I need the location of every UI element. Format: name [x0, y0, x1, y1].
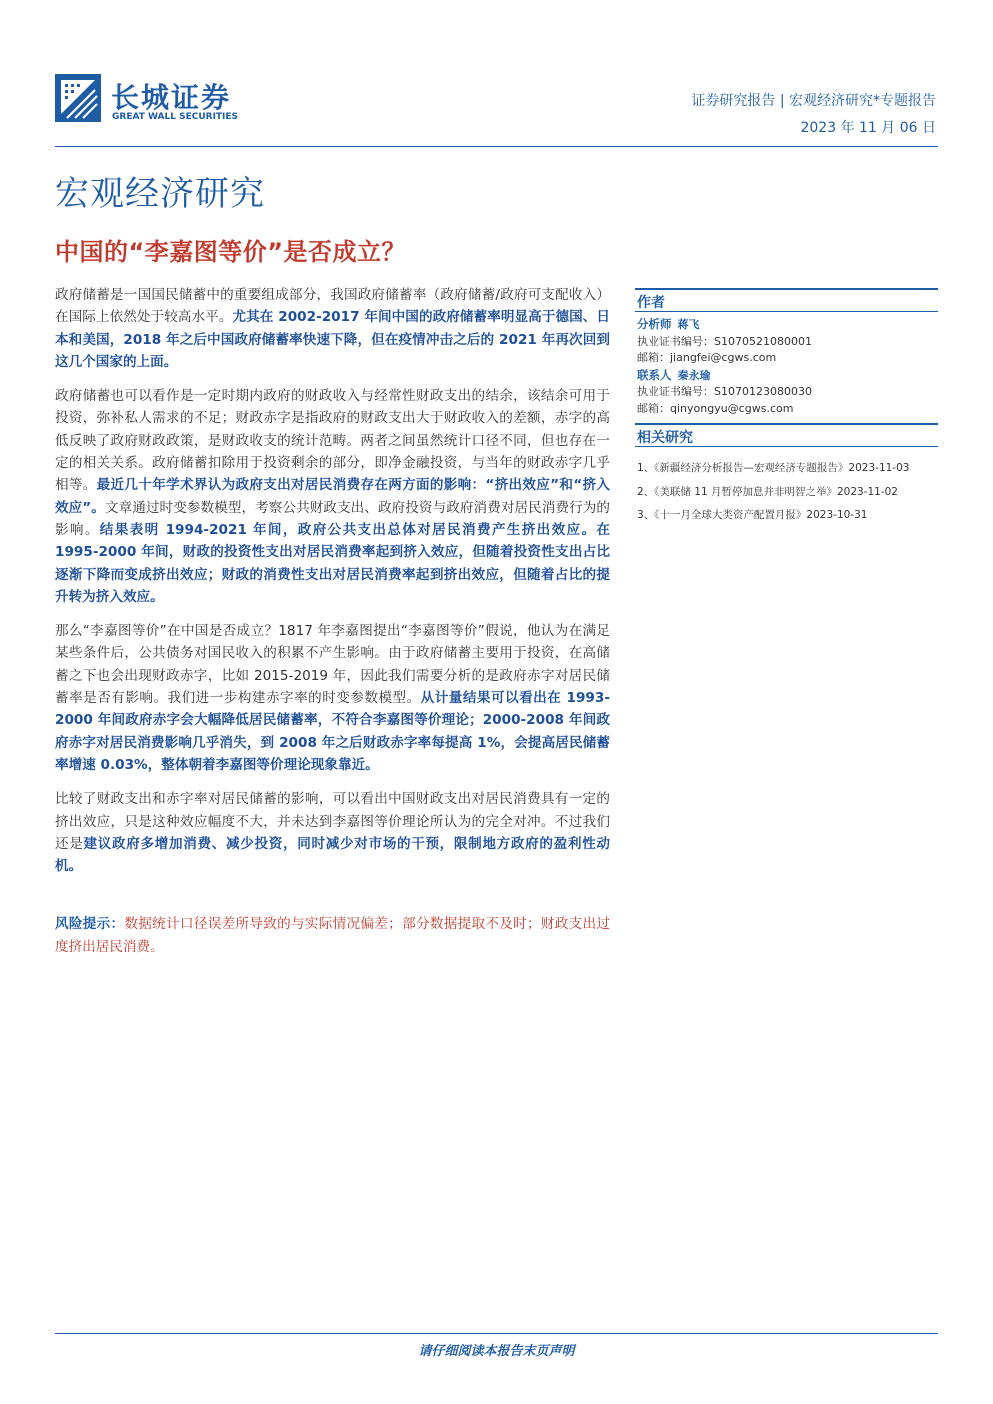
analyst-cert: 执业证书编号：S1070521080001 [637, 334, 812, 348]
great-wall-logo-icon [55, 74, 101, 122]
header-divider [55, 146, 938, 147]
related-research-item[interactable]: 3、《十一月全球大类资产配置月报》2023-10-31 [637, 509, 868, 521]
brand-name-cn: 长城证券 [111, 81, 232, 114]
risk-label: 风险提示： [55, 916, 125, 933]
report-header-info [691, 90, 936, 137]
paragraph-highlight: 最近几十年学术界认为政府支出对居民消费存在两方面的影响：“挤出效应”和“挤入效应”。 [55, 477, 610, 516]
related-research-item[interactable]: 2、《美联储 11 月暂停加息并非明智之举》2023-11-02 [637, 485, 898, 498]
risk-warning [55, 913, 610, 958]
authors-list [635, 312, 938, 423]
footer-divider [55, 1333, 938, 1334]
report-summary [55, 284, 610, 970]
risk-text: 数据统计口径误差所导致的与实际情况偏差；部分数据提取不及时；财政支出过度挤出居民消费。 [55, 916, 611, 955]
paragraph-text: 政府储蓄也可以看作是一定时期内政府的财政收入与经常性财政支出的结余，该结余可用于投资，弥补私人需求的不足；财政赤字是指政府的财政支出大于财政收入的差额，赤字的高低反映了政府财政政策，是财政收支的统计范畴。两者之间虽然统计口径不同，但也存在一定的相关关系。政府储蓄扣除用于投资剩余的部分，即净金融投资，与当年的财政赤字几乎相等。 [55, 388, 610, 494]
contact-email[interactable]: 邮箱：qinyongyu@cgws.com [637, 401, 794, 415]
analyst-name: 蒋飞 [677, 318, 700, 331]
company-logo [55, 72, 315, 132]
paragraph-4 [55, 788, 610, 877]
paragraph-1 [55, 284, 610, 373]
analyst-email[interactable]: 邮箱：jiangfei@cgws.com [637, 351, 777, 364]
sidebar [635, 288, 938, 528]
paragraph-3 [55, 620, 610, 776]
report-title: 中国的“李嘉图等价”是否成立？ [55, 238, 407, 266]
related-research-list [635, 447, 938, 528]
paragraph-text: 政府储蓄是一国国民储蓄中的重要组成部分，我国政府储蓄率（政府储蓄/政府可支配收入）在国际上依然处于较高水平。 [55, 287, 610, 326]
authors-heading: 作者 [635, 288, 938, 312]
paragraph-2 [55, 385, 610, 608]
paragraph-text: 文章通过时变参数模型，考察公共财政支出、政府投资与政府消费对居民消费行为的影响。 [55, 499, 611, 538]
brand-name-en: GREAT WALL SECURITIES [112, 112, 239, 122]
paragraph-highlight: 建议政府多增加消费、减少投资，同时减少对市场的干预，限制地方政府的盈利性动机。 [55, 835, 611, 875]
contact-role: 联系人 [637, 367, 672, 382]
contact-name: 秦永瑜 [677, 368, 711, 382]
analyst-role: 分析师 [637, 317, 672, 331]
analyst-line [637, 316, 936, 334]
related-research-heading: 相关研究 [635, 423, 938, 447]
related-research-item[interactable]: 1、《新疆经济分析报告—宏观经济专题报告》2023-11-03 [637, 462, 910, 474]
report-date: 2023 年 11 月 06 日 [800, 120, 936, 136]
paragraph-highlight: 尤其在 2002-2017 年间中国的政府储蓄率明显高于德国、日本和美国，2018 年之后中国政府储蓄率快速下降，但在疫情冲击之后的 2021 年再次回到这几个国家的上面。 [55, 309, 611, 370]
paragraph-text: 比较了财政支出和赤字率对居民储蓄的影响，可以看出中国财政支出对居民消费具有一定的挤出效应，只是这种效应幅度不大，并未达到李嘉图等价理论所认为的完全对冲。不过我们还是 [55, 791, 610, 852]
contact-line [637, 367, 936, 385]
contact-cert: 执业证书编号：S1070123080030 [637, 385, 812, 398]
paragraph-text: 那么“李嘉图等价”在中国是否成立？1817 年李嘉图提出“李嘉图等价”假说，他认为在满足某些条件后，公共债务对国民收入的积累不产生影响。由于政府储蓄主要用于投资，在高储蓄之下也会出现财政赤字，比如 2015-2019 年，因此我们需要分析的是政府赤字对居民储蓄率是否有影响。我们进一步构建赤字率的时变参数模型。 [55, 623, 610, 707]
paragraph-highlight: 结果表明 1994-2021 年间，政府公共支出总体对居民消费产生挤出效应。在 1995-2000 年间，财政的投资性支出对居民消费率起到挤入效应，但随着投资性支出占比逐渐下降而变成挤出效应；财政的消费性支出对居民消费率起到挤出效应，但随着占比的提升转为挤入效应。 [55, 521, 610, 605]
report-type: 证券研究报告 | 宏观经济研究*专题报告 [691, 93, 936, 109]
footer-disclaimer: 请仔细阅读本报告末页声明 [418, 1344, 575, 1359]
section-title: 宏观经济研究 [55, 174, 265, 214]
paragraph-highlight: 从计量结果可以看出在 1993-2000 年间政府赤字会大幅降低居民储蓄率，不符合李嘉图等价理论；2000-2008 年间政府赤字对居民消费影响几乎消失，到 2008 年之后财政赤字率每提高 1%，会提高居民储蓄率增速 0.03%，整体朝着李嘉图等价理论现象靠近。 [55, 690, 610, 773]
